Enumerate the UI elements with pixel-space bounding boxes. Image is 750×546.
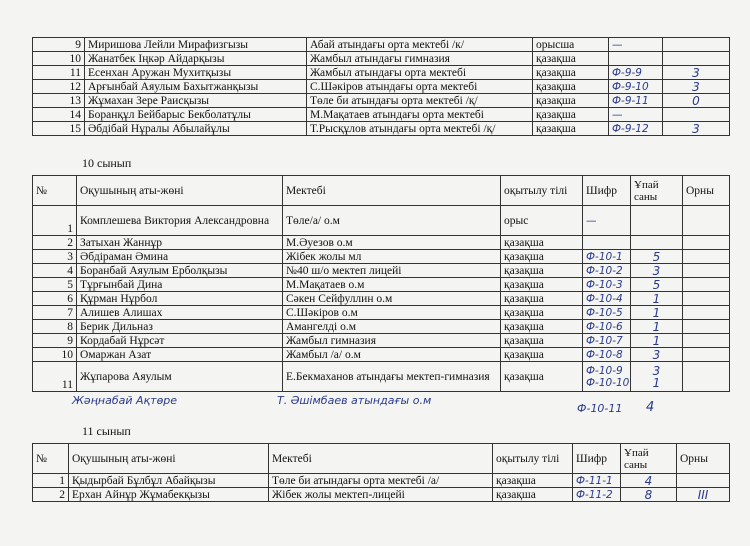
col-lang: оқытылу тілі <box>501 176 583 206</box>
school-name: С.Шәкіров о.м <box>283 306 501 320</box>
cipher-code: Ф-11-2 <box>573 488 621 502</box>
score: 1 <box>631 292 683 306</box>
col-code: Шифр <box>573 444 621 474</box>
student-name: Тұрғынбай Дина <box>77 278 283 292</box>
language: қазақша <box>501 334 583 348</box>
score: 1 <box>652 375 661 390</box>
score <box>663 38 730 52</box>
student-name: Жұпарова Аяулым <box>77 362 283 392</box>
student-name: Затыхан Жаннұр <box>77 236 283 250</box>
place <box>683 264 730 278</box>
cipher-code: Ф-10-10 <box>586 376 630 389</box>
language: қазақша <box>533 66 609 80</box>
place <box>683 348 730 362</box>
score: 4 <box>621 474 677 488</box>
language: қазақша <box>501 236 583 250</box>
score <box>663 108 730 122</box>
school-name: Жібек жолы мл <box>283 250 501 264</box>
table-row <box>33 278 730 292</box>
student-name: Алишев Алишах <box>77 306 283 320</box>
row-number: 3 <box>33 250 77 264</box>
place <box>683 320 730 334</box>
school-name: Жамбыл гимназия <box>283 334 501 348</box>
col-score: Ұпай саны <box>631 176 683 206</box>
col-score: Ұпай саны <box>621 444 677 474</box>
place <box>677 474 730 488</box>
table-row <box>33 474 730 488</box>
cipher-code: Ф-9-9 <box>609 66 663 80</box>
grade9-table <box>32 37 730 136</box>
cipher-code: Ф-10-2 <box>583 264 631 278</box>
cipher-code: Ф-9-12 <box>609 122 663 136</box>
extra-row <box>72 394 672 422</box>
extra-score: 4 <box>646 400 655 415</box>
score: 3 <box>663 80 730 94</box>
row-number: 4 <box>33 264 77 278</box>
cipher-code: — <box>609 38 663 52</box>
score: 8 <box>621 488 677 502</box>
place <box>683 250 730 264</box>
place <box>683 334 730 348</box>
school-name: Төле би атындағы орта мектебі /а/ <box>269 474 493 488</box>
col-lang: оқытылу тілі <box>493 444 573 474</box>
row-number: 9 <box>33 334 77 348</box>
language: қазақша <box>533 122 609 136</box>
score: 3 <box>631 348 683 362</box>
table-row <box>33 94 730 108</box>
extra-code: Ф-10-11 <box>577 402 623 415</box>
extra-school: Т. Әшімбаев атындағы о.м <box>277 394 432 407</box>
row-number: 1 <box>33 474 69 488</box>
score <box>631 206 683 236</box>
score: 3 <box>631 264 683 278</box>
school-name: Жібек жолы мектеп-лицейі <box>269 488 493 502</box>
table-row <box>33 320 730 334</box>
place <box>683 236 730 250</box>
school-name: М.Әуезов о.м <box>283 236 501 250</box>
row-number: 15 <box>33 122 85 136</box>
place <box>683 362 730 392</box>
score: 3 <box>663 122 730 136</box>
language: қазақша <box>501 264 583 278</box>
grade11-title: 11 сынып <box>82 424 131 438</box>
score: 5 <box>631 250 683 264</box>
col-school: Мектебі <box>283 176 501 206</box>
row-number: 9 <box>33 38 85 52</box>
row-number: 2 <box>33 488 69 502</box>
school-name: М.Мақатаев о.м <box>283 278 501 292</box>
cipher-code <box>609 52 663 66</box>
language: қазақша <box>501 306 583 320</box>
student-name: Миришова Лейли Мирафизгызы <box>85 38 307 52</box>
table-row <box>33 206 730 236</box>
table-row <box>33 334 730 348</box>
table-row <box>33 488 730 502</box>
row-number: 14 <box>33 108 85 122</box>
student-name: Комплешева Виктория Александровна <box>77 206 283 236</box>
place <box>683 306 730 320</box>
grade11-table <box>32 443 730 502</box>
score <box>631 236 683 250</box>
col-place: Орны <box>683 176 730 206</box>
table-row <box>33 80 730 94</box>
row-number: 13 <box>33 94 85 108</box>
student-name: Берик Дильназ <box>77 320 283 334</box>
row-number: 10 <box>33 348 77 362</box>
cipher-code <box>583 236 631 250</box>
row-number: 8 <box>33 320 77 334</box>
cipher-code: Ф-10-6 <box>583 320 631 334</box>
language: қазақша <box>501 348 583 362</box>
student-name: Жұмахан Зере Раисқызы <box>85 94 307 108</box>
table-row <box>33 122 730 136</box>
school-name: Төле/а/ о.м <box>283 206 501 236</box>
row-number: 12 <box>33 80 85 94</box>
row-number: 5 <box>33 278 77 292</box>
language: қазақша <box>533 108 609 122</box>
cipher-code: Ф-10-8 <box>583 348 631 362</box>
cipher-code: — <box>583 206 631 236</box>
language: қазақша <box>501 292 583 306</box>
language: қазақша <box>501 362 583 392</box>
cipher-code <box>583 362 631 392</box>
language: қазақша <box>493 488 573 502</box>
score <box>631 362 683 392</box>
col-name: Оқушының аты-жөні <box>77 176 283 206</box>
language: қазақша <box>501 278 583 292</box>
student-name: Кордабай Нұрсәт <box>77 334 283 348</box>
table-row <box>33 348 730 362</box>
school-name: С.Шәкіров атындағы орта мектебі <box>307 80 533 94</box>
student-name: Омаржан Азат <box>77 348 283 362</box>
col-num: № <box>33 176 77 206</box>
col-code: Шифр <box>583 176 631 206</box>
score: 1 <box>631 306 683 320</box>
col-name: Оқушының аты-жөні <box>69 444 269 474</box>
cipher-code: Ф-9-11 <box>609 94 663 108</box>
student-name: Әбдібай Нұралы Абылайұлы <box>85 122 307 136</box>
col-school: Мектебі <box>269 444 493 474</box>
student-name: Жанатбек Іңкәр Айдарқызы <box>85 52 307 66</box>
school-name: Т.Рысқұлов атындағы орта мектебі /қ/ <box>307 122 533 136</box>
grade10-table <box>32 175 730 392</box>
row-number: 1 <box>33 206 77 236</box>
student-name: Құрман Нұрбол <box>77 292 283 306</box>
language: орыс <box>501 206 583 236</box>
student-name: Қыдырбай Бұлбұл Абайқызы <box>69 474 269 488</box>
place <box>683 292 730 306</box>
grade10-title: 10 сынып <box>82 156 132 170</box>
table-row <box>33 292 730 306</box>
score <box>663 52 730 66</box>
table-row <box>33 66 730 80</box>
student-name: Арғынбай Аяулым Бахытжанқызы <box>85 80 307 94</box>
language: қазақша <box>501 320 583 334</box>
place <box>683 278 730 292</box>
language: қазақша <box>533 52 609 66</box>
school-name: №40 ш/о мектеп лицейі <box>283 264 501 278</box>
language: орысша <box>533 38 609 52</box>
score: 5 <box>631 278 683 292</box>
school-name: Абай атындағы орта мектебі /к/ <box>307 38 533 52</box>
student-name: Ерхан Айнұр Жұмабекқызы <box>69 488 269 502</box>
row-number: 6 <box>33 292 77 306</box>
col-num: № <box>33 444 69 474</box>
extra-name: Жәңнабай Ақтөре <box>72 394 178 407</box>
school-name: Амангелді о.м <box>283 320 501 334</box>
table-row <box>33 362 730 392</box>
row-number: 2 <box>33 236 77 250</box>
school-name: Сәкен Сейфуллин о.м <box>283 292 501 306</box>
cipher-code: Ф-10-4 <box>583 292 631 306</box>
student-name: Есенхан Аружан Мухитқызы <box>85 66 307 80</box>
score: 3 <box>652 363 661 378</box>
cipher-code: Ф-11-1 <box>573 474 621 488</box>
cipher-code: Ф-9-10 <box>609 80 663 94</box>
cipher-code: Ф-10-3 <box>583 278 631 292</box>
school-name: Жамбыл атындағы гимназия <box>307 52 533 66</box>
score: 1 <box>631 320 683 334</box>
table-row <box>33 250 730 264</box>
school-name: Төле би атындағы орта мектебі /қ/ <box>307 94 533 108</box>
table-row <box>33 108 730 122</box>
student-name: Боранбай Аяулым Ерболқызы <box>77 264 283 278</box>
school-name: Е.Бекмаханов атындағы мектеп-гимназия <box>283 362 501 392</box>
language: қазақша <box>493 474 573 488</box>
student-name: Боранқұл Бейбарыс Бекболатұлы <box>85 108 307 122</box>
table-row <box>33 52 730 66</box>
table-row <box>33 38 730 52</box>
row-number: 11 <box>33 66 85 80</box>
place: III <box>677 488 730 502</box>
school-name: Жамбыл атындағы орта мектебі <box>307 66 533 80</box>
row-number: 10 <box>33 52 85 66</box>
student-name: Әбдіраман Әмина <box>77 250 283 264</box>
cipher-code: Ф-10-7 <box>583 334 631 348</box>
place <box>683 206 730 236</box>
row-number: 7 <box>33 306 77 320</box>
cipher-code: Ф-10-9 <box>586 364 623 377</box>
row-number: 11 <box>33 362 77 392</box>
table-row <box>33 306 730 320</box>
table-row <box>33 236 730 250</box>
cipher-code: — <box>609 108 663 122</box>
score: 1 <box>631 334 683 348</box>
col-place: Орны <box>677 444 730 474</box>
school-name: Жамбыл /а/ о.м <box>283 348 501 362</box>
language: қазақша <box>501 250 583 264</box>
cipher-code: Ф-10-5 <box>583 306 631 320</box>
school-name: М.Мақатаев атындағы орта мектебі <box>307 108 533 122</box>
table-row <box>33 264 730 278</box>
score: 3 <box>663 66 730 80</box>
language: қазақша <box>533 80 609 94</box>
cipher-code: Ф-10-1 <box>583 250 631 264</box>
language: қазақша <box>533 94 609 108</box>
score: 0 <box>663 94 730 108</box>
